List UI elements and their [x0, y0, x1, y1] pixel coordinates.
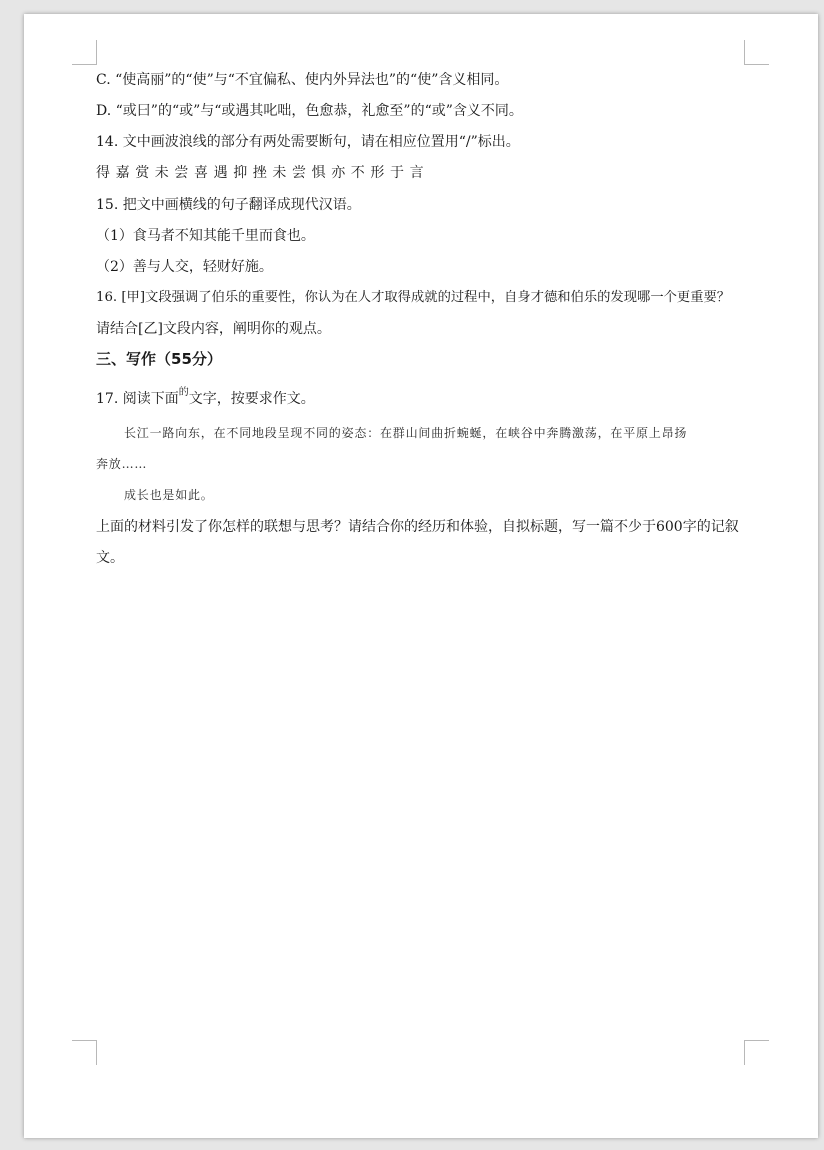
material-quote-line-1: 长江一路向东，在不同地段呈现不同的姿态：在群山间曲折蜿蜒，在峡谷中奔腾激荡，在平原上昂扬 [124, 426, 688, 440]
question-16-line-1: 16. [甲]文段强调了伯乐的重要性，你认为在人才取得成就的过程中，自身才德和伯乐的发现哪一个更重要？ [96, 290, 731, 305]
margin-corner-bottom-right [744, 1040, 769, 1065]
material-quote-line-2: 奔放…… [96, 457, 148, 471]
writing-prompt-line-1: 上面的材料引发了你怎样的联想与思考？请结合你的经历和体验，自拟标题，写一篇不少于600字的记叙 [96, 519, 739, 535]
question-17-prefix: 17. 阅读下面 [96, 391, 179, 407]
question-17 [96, 389, 315, 411]
margin-corner-top-left [72, 40, 97, 65]
writing-prompt-line-2: 文。 [96, 550, 124, 566]
margin-corner-top-right [744, 40, 769, 65]
question-17-raised-char: 的 [178, 387, 189, 398]
question-14: 14. 文中画波浪线的部分有两处需要断句，请在相应位置用“/”标出。 [96, 134, 520, 150]
question-15-item-1: （1）食马者不知其能千里而食也。 [96, 228, 315, 244]
question-15: 15. 把文中画横线的句子翻译成现代汉语。 [96, 197, 361, 213]
option-c: C. “使高丽”的“使”与“不宜偏私、使内外异法也”的“使”含义相同。 [96, 72, 509, 88]
question-14-passage: 得嘉赏未尝喜遇抑挫未尝惧亦不形于言 [96, 165, 430, 181]
question-17-suffix: 文字，按要求作文。 [188, 391, 315, 407]
margin-corner-bottom-left [72, 1040, 97, 1065]
option-d: D. “或曰”的“或”与“或遇其叱咄，色愈恭，礼愈至”的“或”含义不同。 [96, 103, 523, 119]
material-quote-line-3: 成长也是如此。 [124, 488, 214, 502]
section-heading-writing: 三、写作（55分） [96, 350, 222, 368]
document-page [24, 14, 818, 1138]
question-15-item-2: （2）善与人交，轻财好施。 [96, 259, 273, 275]
question-16-line-2: 请结合[乙]文段内容，阐明你的观点。 [96, 321, 331, 337]
